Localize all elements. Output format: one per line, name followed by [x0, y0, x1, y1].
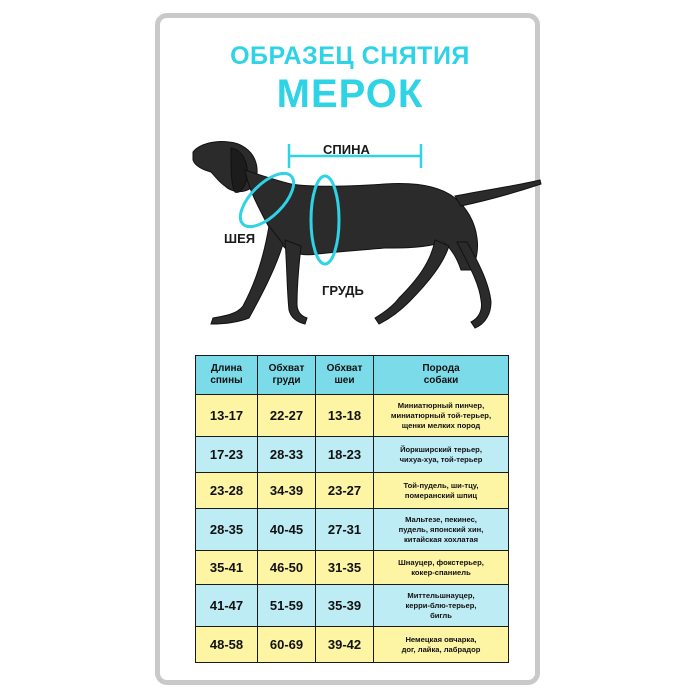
cell-neck: 27-31	[316, 509, 374, 551]
cell-breed: Той-пудель, ши-тцу, померанский шпиц	[374, 473, 509, 509]
cell-breed: Миниатюрный пинчер, миниатюрный той-терьер, щенки мелких пород	[374, 395, 509, 437]
header-chest-girth: Обхват груди	[258, 356, 316, 395]
cell-back: 48-58	[196, 627, 258, 663]
cell-back: 35-41	[196, 551, 258, 585]
table-row	[196, 509, 509, 551]
cell-breed: Миттельшнауцер, керри-блю-терьер, бигль	[374, 585, 509, 627]
neck-label: ШЕЯ	[224, 231, 256, 246]
cell-neck: 23-27	[316, 473, 374, 509]
cell-chest: 51-59	[258, 585, 316, 627]
table-header-row	[196, 356, 509, 395]
cell-breed: Йоркширский терьер, чихуа-хуа, той-терьер	[374, 437, 509, 473]
cell-back: 41-47	[196, 585, 258, 627]
cell-chest: 60-69	[258, 627, 316, 663]
cell-breed: Шнауцер, фокстерьер, кокер-спаниель	[374, 551, 509, 585]
size-table	[195, 355, 509, 663]
cell-back: 28-35	[196, 509, 258, 551]
cell-breed: Мальтезе, пекинес, пудель, японский хин, китайская хохлатая	[374, 509, 509, 551]
cell-back: 13-17	[196, 395, 258, 437]
cell-neck: 35-39	[316, 585, 374, 627]
table-row	[196, 395, 509, 437]
table-row	[196, 473, 509, 509]
table-body	[196, 395, 509, 663]
chest-label: ГРУДЬ	[322, 283, 364, 298]
table-row	[196, 437, 509, 473]
cell-back: 23-28	[196, 473, 258, 509]
title-line-1: ОБРАЗЕЦ СНЯТИЯ	[230, 42, 470, 70]
table-row	[196, 627, 509, 663]
header-neck-girth: Обхват шеи	[316, 356, 374, 395]
cell-chest: 46-50	[258, 551, 316, 585]
cell-back: 17-23	[196, 437, 258, 473]
header-back-length: Длина спины	[196, 356, 258, 395]
cell-chest: 34-39	[258, 473, 316, 509]
cell-chest: 22-27	[258, 395, 316, 437]
cell-neck: 39-42	[316, 627, 374, 663]
cell-neck: 13-18	[316, 395, 374, 437]
cell-chest: 28-33	[258, 437, 316, 473]
cell-breed: Немецкая овчарка, дог, лайка, лабрадор	[374, 627, 509, 663]
cell-neck: 18-23	[316, 437, 374, 473]
table-row	[196, 551, 509, 585]
header-breed: Порода собаки	[374, 356, 509, 395]
title-line-2: МЕРОК	[276, 72, 424, 116]
table-row	[196, 585, 509, 627]
back-label: СПИНА	[323, 142, 370, 157]
cell-chest: 40-45	[258, 509, 316, 551]
cell-neck: 31-35	[316, 551, 374, 585]
